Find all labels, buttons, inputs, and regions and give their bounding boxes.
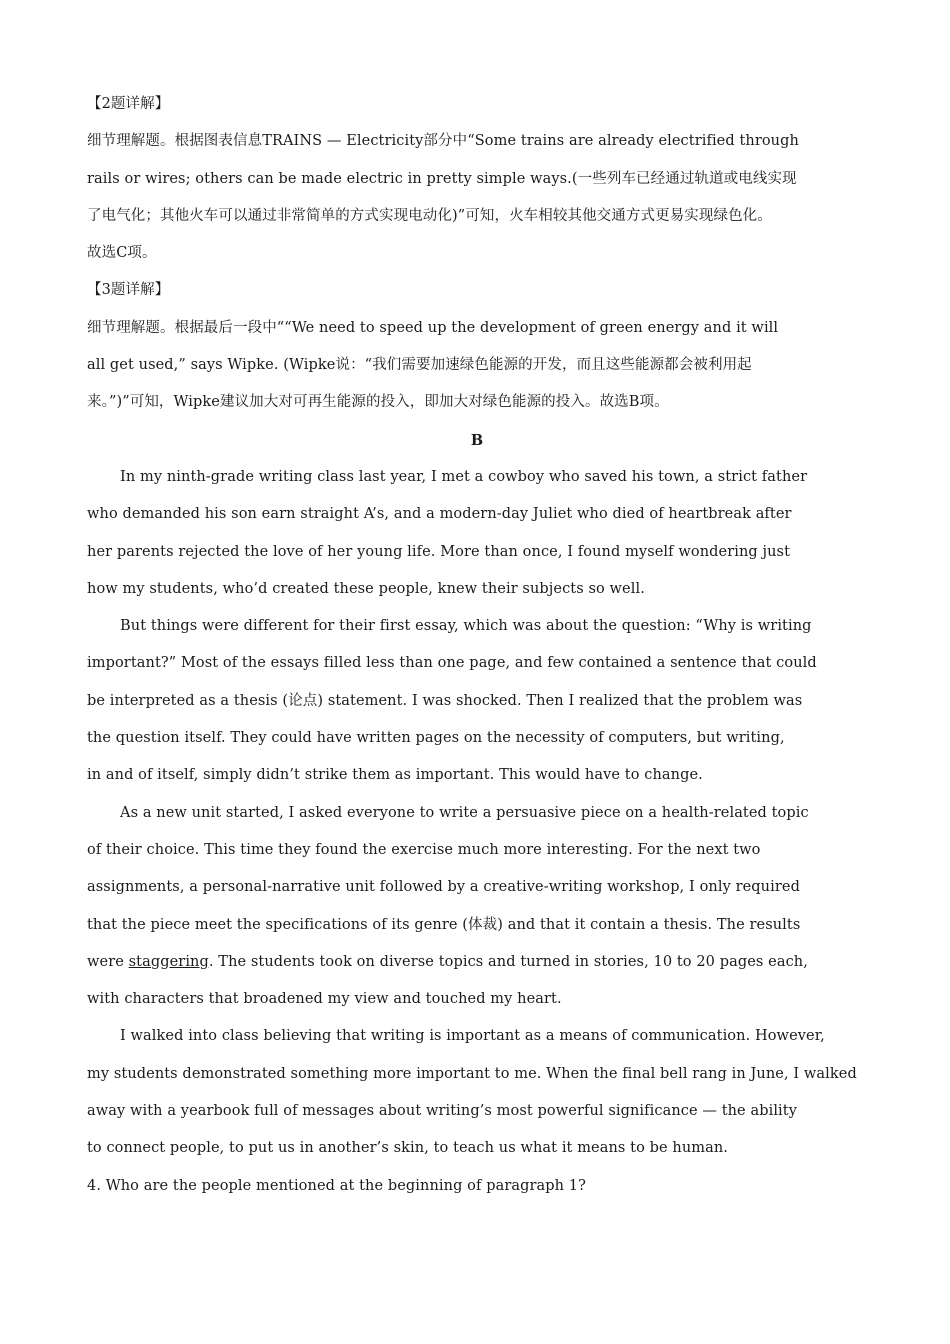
p3-line-3: assignments, a personal-narrative unit followed by a creative-writing workshop, I only required: [87, 879, 800, 896]
question-4: 4. Who are the people mentioned at the beginning of paragraph 1?: [87, 1177, 586, 1194]
q2-line-1: 细节理解题。根据图表信息TRAINS — Electricity部分中“Some trains are already electrified through: [87, 133, 799, 150]
p3-line-5: [87, 944, 927, 981]
q2-line-2: rails or wires; others can be made electric in pretty simple ways.(一些列车已经通过轨道或电线实现: [87, 170, 797, 187]
p4-line-3: away with a yearbook full of messages about writing’s most powerful significance — the ability: [87, 1103, 798, 1120]
q3-heading: 【3题详解】: [87, 282, 170, 299]
p4-line-2: my students demonstrated something more important to me. When the final bell rang in June, I walked: [87, 1065, 857, 1082]
p4-line-1: I walked into class believing that writing is important as a means of communication. However,: [120, 1028, 825, 1045]
p3-line-1: As a new unit started, I asked everyone to write a persuasive piece on a health-related topic: [120, 804, 809, 821]
q3-line-3: 来。”)”可知，Wipke建议加大对可再生能源的投入，即加大对绿色能源的投入。故选B项。: [87, 394, 669, 411]
p1-line-2: who demanded his son earn straight A’s, and a modern-day Juliet who died of heartbreak after: [87, 506, 792, 523]
document-page: [87, 86, 927, 1205]
p2-line-4: the question itself. They could have written pages on the necessity of computers, but writing,: [87, 730, 785, 747]
p3-line-5-pre: were: [87, 953, 129, 970]
section-b-title: B: [470, 431, 484, 449]
p2-line-5: in and of itself, simply didn’t strike them as important. This would have to change.: [87, 767, 703, 784]
p3-line-2: of their choice. This time they found the exercise much more interesting. For the next two: [87, 841, 761, 858]
p1-line-3: her parents rejected the love of her young life. More than once, I found myself wondering just: [87, 543, 790, 560]
underlined-word-staggering: staggering: [128, 953, 209, 970]
p2-line-2: important?” Most of the essays filled less than one page, and few contained a sentence that could: [87, 655, 817, 672]
p1-line-4: how my students, who’d created these people, knew their subjects so well.: [87, 580, 645, 597]
q2-line-4: 故选C项。: [87, 245, 157, 262]
p2-line-3: be interpreted as a thesis (论点) statement. I was shocked. Then I realized that the problem was: [87, 692, 803, 709]
p3-line-5-post: . The students took on diverse topics and turned in stories, 10 to 20 pages each,: [208, 953, 808, 970]
q2-line-3: 了电气化；其他火车可以通过非常简单的方式实现电动化)”可知，火车相较其他交通方式更易实现绿色化。: [87, 207, 772, 224]
p1-line-1: In my ninth-grade writing class last year, I met a cowboy who saved his town, a strict father: [120, 468, 808, 485]
q2-heading: 【2题详解】: [87, 96, 170, 112]
p3-line-6: with characters that broadened my view and touched my heart.: [87, 991, 562, 1008]
p4-line-4: to connect people, to put us in another’s skin, to teach us what it means to be human.: [87, 1140, 729, 1157]
p2-line-1: But things were different for their first essay, which was about the question: “Why is writing: [120, 618, 812, 635]
q3-line-2: all get used,” says Wipke. (Wipke说：“我们需要加速绿色能源的开发，而且这些能源都会被利用起: [87, 357, 752, 374]
q3-line-1: 细节理解题。根据最后一段中““We need to speed up the development of green energy and it will: [87, 319, 779, 336]
p3-line-4: that the piece meet the specifications of its genre (体裁) and that it contain a thesis. The results: [87, 916, 801, 933]
